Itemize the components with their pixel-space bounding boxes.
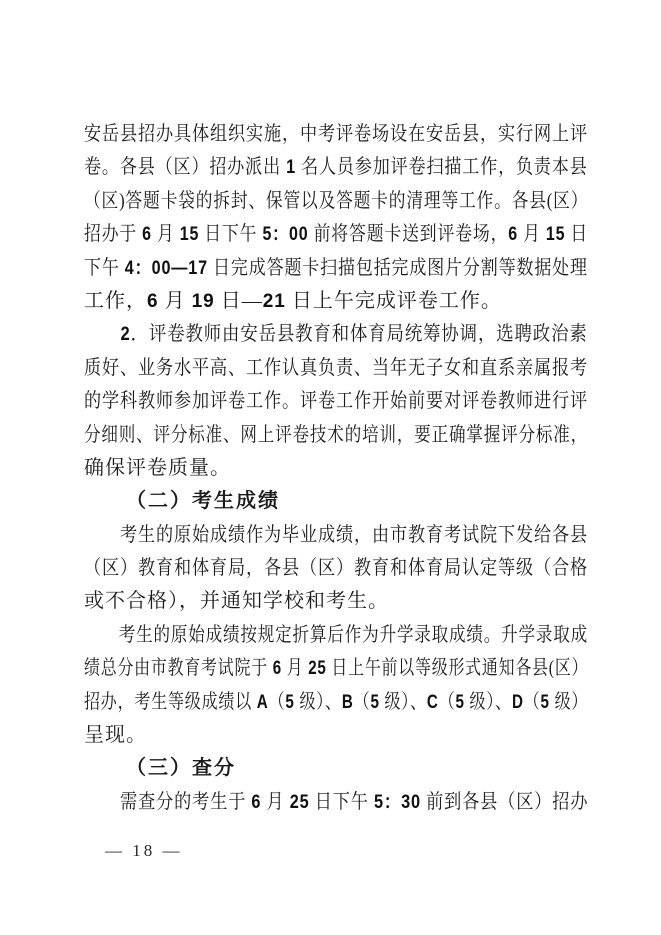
text-line: 2．评卷教师由安岳县教育和体育局统筹协调，选聘政治素 — [120, 323, 588, 346]
text-line: 分细则、评分标准、网上评卷技术的培训，要正确掌握评分标准， — [84, 423, 588, 446]
section-heading-candidate-scores: （二）考生成绩 — [126, 490, 280, 513]
text-line: 安岳县招办具体组织实施，中考评卷场设在安岳县，实行网上评 — [84, 123, 588, 145]
text-line: 工作，6 月 19 日—21 日上午完成评卷工作。 — [84, 289, 502, 312]
text-line: 下午 4：00—17 日完成答题卡扫描包括完成图片分割等数据处理 — [84, 256, 588, 279]
text-line: （区）教育和体育局，各县（区）教育和体育局认定等级（合格 — [84, 557, 588, 580]
page-number: — 18 — — [105, 841, 183, 860]
text-line: 招办于 6 月 15 日下午 5：00 前将答题卡送到评卷场，6 月 15 日 — [84, 223, 589, 246]
text-line: 招办，考生等级成绩以 A（5 级）、B（5 级）、C（5 级）、D（5 级） — [84, 690, 589, 713]
text-line: （区)答题卡袋的拆封、保管以及答题卡的清理等工作。各县(区） — [84, 189, 589, 212]
text-line: 考生的原始成绩作为毕业成绩，由市教育考试院下发给各县 — [120, 523, 588, 546]
text-line: 确保评卷质量。 — [84, 456, 231, 479]
text-line: 质好、业务水平高、工作认真负责、当年无子女和直系亲属报考 — [84, 356, 588, 379]
text-line: 卷。各县（区）招办派出 1 名人员参加评卷扫描工作，负责本县 — [84, 156, 588, 179]
text-line: 考生的原始成绩按规定折算后作为升学录取成绩。升学录取成 — [118, 623, 589, 646]
text-line: 需查分的考生于 6 月 25 日下午 5：30 前到各县（区）招办 — [120, 790, 589, 813]
text-line: 的学科教师参加评卷工作。评卷工作开始前要对评卷教师进行评 — [84, 390, 588, 413]
text-line: 绩总分由市教育考试院于 6 月 25 日上午前以等级形式通知各县(区） — [84, 657, 589, 680]
text-line: 或不合格），并通知学校和考生。 — [84, 590, 389, 613]
document-body — [84, 118, 588, 819]
text-line: 呈现。 — [84, 724, 147, 747]
section-heading-score-check: （三）查分 — [126, 757, 236, 780]
